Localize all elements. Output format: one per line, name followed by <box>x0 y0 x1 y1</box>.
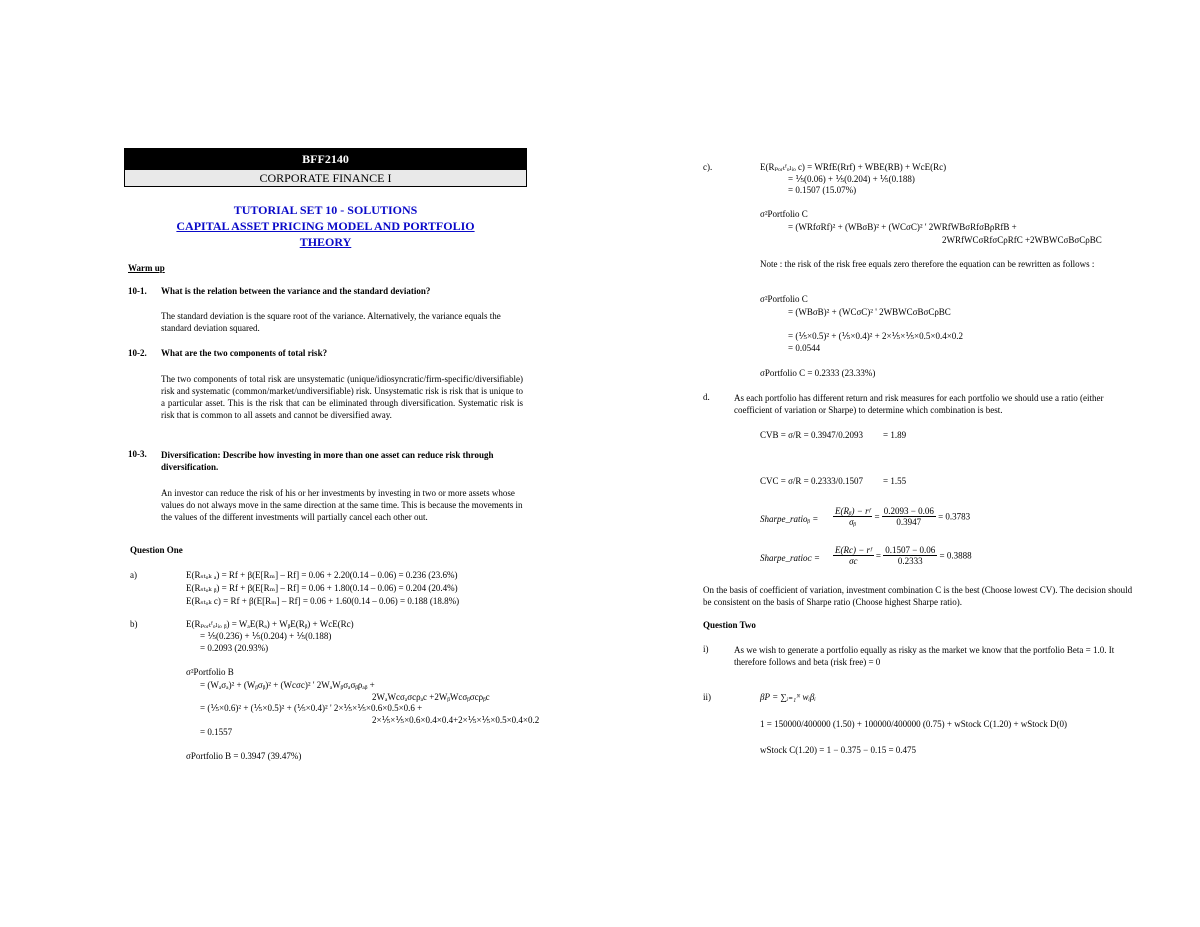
warmup-heading: Warm up <box>128 263 165 273</box>
part-b-line4: = (Wₐσₐ)² + (Wᵦσᵦ)² + (Wcσc)² ' 2WₐWᵦσₐσᵦρₐᵦ + <box>200 680 375 690</box>
cv-b-formula: CVB = σ/R = 0.3947/0.2093 <box>760 430 864 440</box>
part-c-label: c). <box>703 162 713 172</box>
cv-c-value: = 1.55 <box>883 476 907 486</box>
part-b-std-dev: σPortfolio B = 0.3947 (39.47%) <box>186 751 302 761</box>
part-a-label: a) <box>130 570 137 580</box>
part-b-line2: = ⅕(0.236) + ⅕(0.204) + ⅕(0.188) <box>200 631 332 641</box>
part-b-line3: = 0.2093 (20.93%) <box>200 643 269 653</box>
part-b-variance-label: σ²Portfolio B <box>186 667 234 677</box>
part-i-label: i) <box>703 644 709 654</box>
sharpe-b-numerator-values: 0.2093 − 0.06 <box>883 506 934 516</box>
topic-title-line2: THEORY <box>299 235 352 249</box>
part-c-line4: = (WRfσRf)² + (WBσB)² + (WCσC)² ' 2WRfWBσRfσBρRfB + <box>788 222 1017 232</box>
part-i-text: As we wish to generate a portfolio equally as risky as the market we know that the portfolio Beta = 1.0. It therefore follows and beta (risk free) = 0 <box>734 645 1115 667</box>
part-a-line3: E(Rₛₜₒₖ c) = Rf + β(E[Rₘ] – Rf] = 0.06 + 1.60(0.14 – 0.06) = 0.188 (18.8%) <box>186 596 460 606</box>
part-c-line5: 2WRfWCσRfσCρRfC +2WBWCσBσCρBC <box>942 235 1102 245</box>
part-c-line7: = (⅕×0.5)² + (⅕×0.4)² + 2×⅕×⅕×0.5×0.4×0.2 <box>788 331 964 341</box>
q3-number: 10-3. <box>128 449 147 459</box>
part-b-line1: E(Rₚₒᵣₜᶠₒₗᵢₒ ᵦ) = WₐE(Rₐ) + WᵦE(Rᵦ) + WcE(Rc) <box>186 619 354 629</box>
q1-question: What is the relation between the variance and the standard deviation? <box>161 286 431 296</box>
part-ii-line1: βP = ∑ᵢ₌₁ᴺ wᵢβᵢ <box>760 692 816 702</box>
conclusion-text: On the basis of coefficient of variation, investment combination C is the best (Choose lowest CV). The decision should be consistent on the basis of Sharpe ratio (Choose highest Sharpe ratio). <box>703 585 1133 607</box>
part-c-line6: = (WBσB)² + (WCσC)² ' 2WBWCσBσCρBC <box>788 307 951 317</box>
question-one-heading: Question One <box>130 545 183 555</box>
part-c-line2: = ⅕(0.06) + ⅕(0.204) + ⅕(0.188) <box>788 174 915 184</box>
part-d-text: As each portfolio has different return and risk measures for each portfolio we should use a ratio (either coefficient of variation or Sharpe) to determine which combination is best. <box>734 393 1104 415</box>
topic-title-line1: CAPITAL ASSET PRICING MODEL AND PORTFOLIO <box>176 219 475 233</box>
q3-answer: An investor can reduce the risk of his or her investments by investing in two or more assets whose values do not always move in the same direction at the same time. This is because the movements in the values of the different investments will partially cancel each other out. <box>161 488 523 522</box>
sharpe-c-value: = 0.3888 <box>939 550 972 561</box>
part-d-label: d. <box>703 392 710 402</box>
part-c-line3: = 0.1507 (15.07%) <box>788 185 857 195</box>
part-c-std-dev: σPortfolio C = 0.2333 (23.33%) <box>760 368 876 378</box>
part-c-variance-label-2: σ²Portfolio C <box>760 294 808 304</box>
q3-question: Diversification: Describe how investing in more than one asset can reduce risk through diversification. <box>161 450 494 472</box>
q2-answer: The two components of total risk are unsystematic (unique/idiosyncratic/firm-specific/diversifiable) risk and systematic (common/market/undiversifiable) risk. Unsystematic risk is risk that is unique to a particular asset. This is the risk that can be eliminated through diversification. Systematic risk is risk that is common to all assets and cannot be diversified away. <box>161 374 523 420</box>
part-b-line6: = (⅕×0.6)² + (⅕×0.5)² + (⅕×0.4)² ' 2×⅕×⅕×0.6×0.5×0.6 + <box>200 703 423 713</box>
sharpe-b-denominator: σᵦ <box>849 517 857 527</box>
part-a-line2: E(Rₛₜₒₖ ᵦ) = Rf + β(E[Rₘ] – Rf] = 0.06 + 1.80(0.14 – 0.06) = 0.204 (20.4%) <box>186 583 458 593</box>
sharpe-c-denominator-values: 0.2333 <box>897 556 923 566</box>
part-b-label: b) <box>130 619 138 629</box>
q2-number: 10-2. <box>128 348 147 358</box>
q2-question: What are the two components of total risk? <box>161 348 328 358</box>
sharpe-c-numerator: E(Rc) − rᶠ <box>835 545 872 555</box>
sharpe-c-numerator-values: 0.1507 − 0.06 <box>885 545 936 555</box>
part-ii-line3: wStock C(1.20) = 1 − 0.375 − 0.15 = 0.475 <box>760 745 917 755</box>
q1-number: 10-1. <box>128 286 147 296</box>
sharpe-b-fraction: $\frac{\text{E(Rᵦ) − rᶠ}}{\text{σᵦ}}$ = $\frac{0.2093 - 0.06}{0.3947}$ = 0.3783 <box>835 506 971 527</box>
sharpe-b-numerator: E(Rᵦ) − rᶠ <box>835 506 871 516</box>
part-c-variance-label: σ²Portfolio C <box>760 209 808 219</box>
sharpe-c-fraction: $\frac{\text{E(Rc) − rᶠ}}{\sigma c}$ = $\frac{0.1507 - 0.06}{0.2333}$ = 0.3888 <box>835 545 972 566</box>
sharpe-b-lhs: Sharpe_ratioᵦ = <box>760 514 819 524</box>
sharpe-c-denominator: σc <box>849 556 858 566</box>
sharpe-b-value: = 0.3783 <box>938 511 971 522</box>
part-ii-line2: 1 = 150000/400000 (1.50) + 100000/400000 (0.75) + wStock C(1.20) + wStock D(0) <box>760 719 1068 729</box>
part-c-line1: E(Rₚₒᵣₜᶠₒₗᵢₒ c) = WRfE(Rrf) + WBE(RB) + WcE(Rc) <box>760 162 947 172</box>
part-a-line1: E(Rₛₜₒₖ ₐ) = Rf + β(E[Rₘ] – Rf] = 0.06 + 2.20(0.14 – 0.06) = 0.236 (23.6%) <box>186 570 458 580</box>
part-ii-label: ii) <box>703 692 711 702</box>
sharpe-c-lhs: Sharpe_ratioᴄ = <box>760 553 820 563</box>
cv-c-formula: CVC = σ/R = 0.2333/0.1507 <box>760 476 864 486</box>
course-title-banner: CORPORATE FINANCE I <box>124 169 527 187</box>
course-code-banner: BFF2140 <box>124 148 527 169</box>
q1-answer: The standard deviation is the square root of the variance. Alternatively, the variance equals the standard deviation squared. <box>161 311 501 333</box>
sharpe-b-denominator-values: 0.3947 <box>896 517 922 527</box>
part-b-line8: = 0.1557 <box>200 727 233 737</box>
part-b-line5: 2WₐWcσₐσcρₐc +2WᵦWcσᵦσcρᵦc <box>372 692 490 702</box>
part-c-note: Note : the risk of the risk free equals zero therefore the equation can be rewritten as follows : <box>760 259 1095 269</box>
part-c-line8: = 0.0544 <box>788 343 821 353</box>
cv-b-value: = 1.89 <box>883 430 907 440</box>
part-b-line7: 2×⅕×⅕×0.6×0.4×0.4+2×⅕×⅕×0.5×0.4×0.2 <box>372 715 540 725</box>
tutorial-title: TUTORIAL SET 10 - SOLUTIONS <box>233 203 418 217</box>
question-two-heading: Question Two <box>703 620 756 630</box>
